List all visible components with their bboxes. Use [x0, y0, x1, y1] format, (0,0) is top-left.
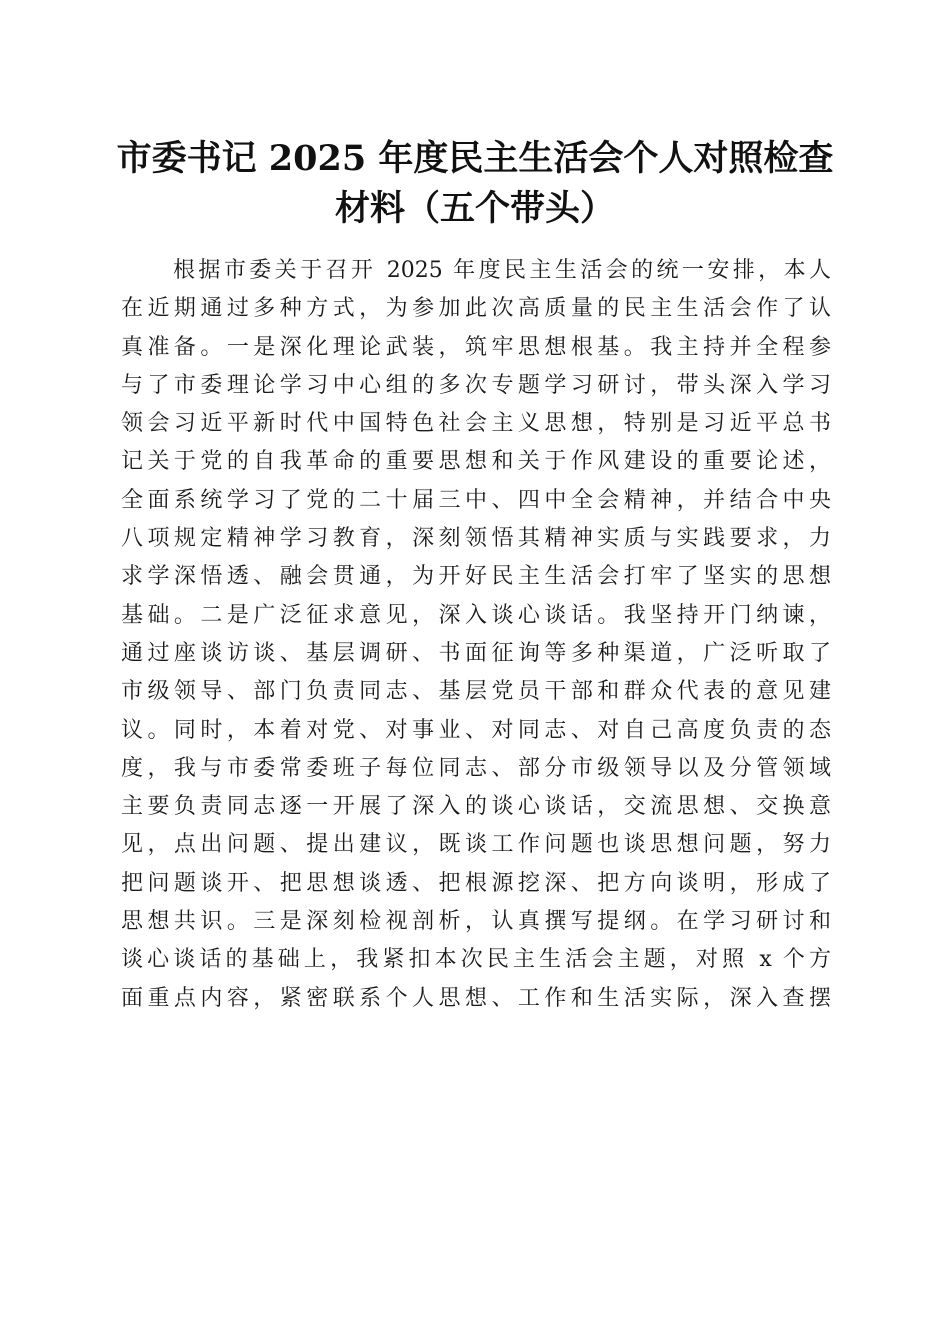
- paragraph-line: 主要负责同志逐一开展了深入的谈心谈话，交流思想、交换意: [121, 794, 831, 820]
- paragraph-line: 见，点出问题、提出建议，既谈工作问题也谈思想问题，努力: [121, 832, 831, 858]
- paragraph-line: 求学深悟透、融会贯通，为开好民主生活会打牢了坚实的思想: [121, 564, 831, 590]
- paragraph-line: 与了市委理论学习中心组的多次专题学习研讨，带头深入学习: [121, 372, 831, 398]
- paragraph-line: 面重点内容，紧密联系个人思想、工作和生活实际，深入查摆: [121, 985, 831, 1011]
- paragraph-line: 通过座谈访谈、基层调研、书面征询等多种渠道，广泛听取了: [121, 640, 831, 666]
- paragraph-line: 真准备。一是深化理论武装，筑牢思想根基。我主持并全程参: [121, 334, 831, 360]
- paragraph-line: 谈心谈话的基础上，我紧扣本次民主生活会主题，对照 x 个方: [121, 947, 831, 973]
- title-line: 材料（五个带头）: [334, 188, 615, 229]
- paragraph-line: 八项规定精神学习教育，深刻领悟其精神实质与实践要求，力: [121, 526, 831, 552]
- document-body: [121, 252, 831, 1018]
- document-title: [100, 134, 850, 234]
- paragraph-line: 市级领导、部门负责同志、基层党员干部和群众代表的意见建: [121, 679, 831, 705]
- paragraph-line: 全面系统学习了党的二十届三中、四中全会精神，并结合中央: [121, 487, 831, 513]
- paragraph-line: 领会习近平新时代中国特色社会主义思想，特别是习近平总书: [121, 411, 831, 437]
- paragraph-line: 根据市委关于召开 2025 年度民主生活会的统一安排，本人: [173, 258, 831, 283]
- paragraph-line: 思想共识。三是深刻检视剖析，认真撰写提纲。在学习研讨和: [121, 909, 831, 935]
- paragraph-line: 基础。二是广泛征求意见，深入谈心谈话。我坚持开门纳谏，: [121, 602, 831, 628]
- paragraph-line: 度，我与市委常委班子每位同志、部分市级领导以及分管领域: [121, 755, 831, 781]
- title-line: 市委书记 2025 年度民主生活会个人对照检查: [116, 138, 834, 179]
- paragraph-line: 把问题谈开、把思想谈透、把根源挖深、把方向谈明，形成了: [121, 870, 831, 896]
- paragraph-line: 记关于党的自我革命的重要思想和关于作风建设的重要论述，: [121, 449, 831, 475]
- paragraph-line: 议。同时，本着对党、对事业、对同志、对自己高度负责的态: [121, 717, 831, 743]
- paragraph-line: 在近期通过多种方式，为参加此次高质量的民主生活会作了认: [121, 296, 831, 322]
